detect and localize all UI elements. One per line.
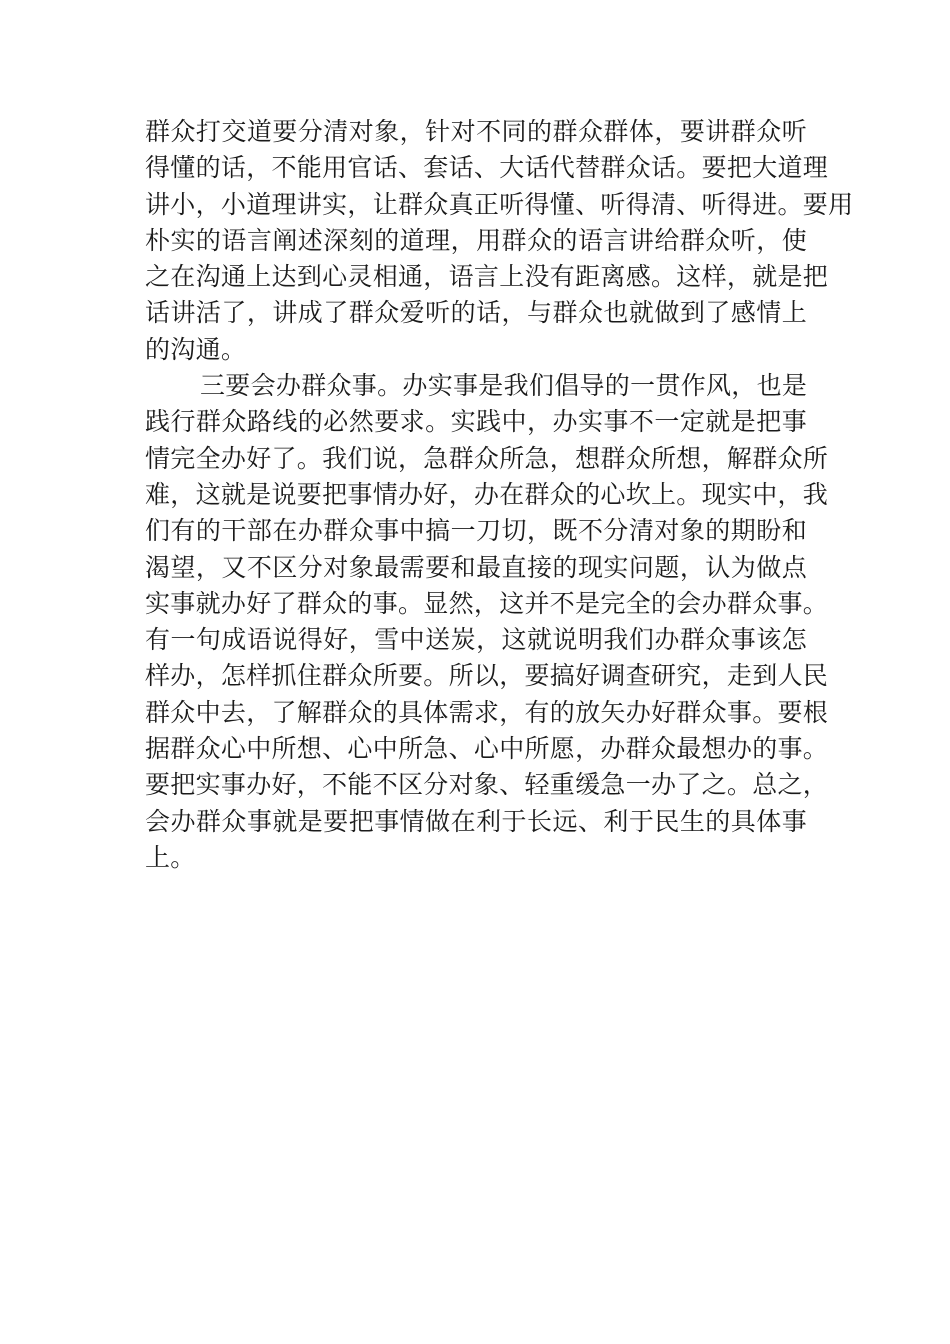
paragraph-line: 渴望，又不区分对象最需要和最直接的现实问题，认为做点 <box>145 552 807 582</box>
paragraph-line: 的沟通。 <box>145 334 247 364</box>
paragraph-line: 之在沟通上达到心灵相通，语言上没有距离感。这样，就是把 <box>145 262 829 292</box>
paragraph-line: 样办，怎样抓住群众所要。所以，要搞好调查研究，走到人民 <box>145 661 829 691</box>
paragraph-line: 话讲活了，讲成了群众爱听的话，与群众也就做到了感情上 <box>145 298 807 328</box>
paragraph-line: 实事就办好了群众的事。显然，这并不是完全的会办群众事。 <box>145 588 829 618</box>
paragraph-line: 讲小，小道理讲实，让群众真正听得懂、听得清、听得进。要用 <box>145 189 854 219</box>
paragraph-1 <box>145 114 854 368</box>
paragraph-line: 会办群众事就是要把事情做在利于长远、利于民生的具体事 <box>145 806 807 836</box>
paragraph-line: 有一句成语说得好，雪中送炭，这就说明我们办群众事该怎 <box>145 625 807 655</box>
paragraph-line: 群众中去，了解群众的具体需求，有的放矢办好群众事。要根 <box>145 697 829 727</box>
paragraph-line: 上。 <box>145 842 196 872</box>
paragraph-2 <box>145 368 829 876</box>
paragraph-line: 难，这就是说要把事情办好，办在群众的心坎上。现实中，我 <box>145 479 829 509</box>
paragraph-line: 情完全办好了。我们说，急群众所急，想群众所想，解群众所 <box>145 443 829 473</box>
paragraph-line: 朴实的语言阐述深刻的道理，用群众的语言讲给群众听，使 <box>145 225 807 255</box>
paragraph-line: 三要会办群众事。办实事是我们倡导的一贯作风，也是 <box>200 371 808 401</box>
document-body <box>145 114 854 876</box>
paragraph-line: 要把实事办好，不能不区分对象、轻重缓急一办了之。总之， <box>145 770 829 800</box>
paragraph-line: 得懂的话，不能用官话、套话、大话代替群众话。要把大道理 <box>145 153 829 183</box>
paragraph-line: 据群众心中所想、心中所急、心中所愿，办群众最想办的事。 <box>145 734 829 764</box>
paragraph-line: 们有的干部在办群众事中搞一刀切，既不分清对象的期盼和 <box>145 516 807 546</box>
paragraph-line: 践行群众路线的必然要求。实践中，办实事不一定就是把事 <box>145 407 807 437</box>
paragraph-line: 群众打交道要分清对象，针对不同的群众群体，要讲群众听 <box>145 117 807 146</box>
